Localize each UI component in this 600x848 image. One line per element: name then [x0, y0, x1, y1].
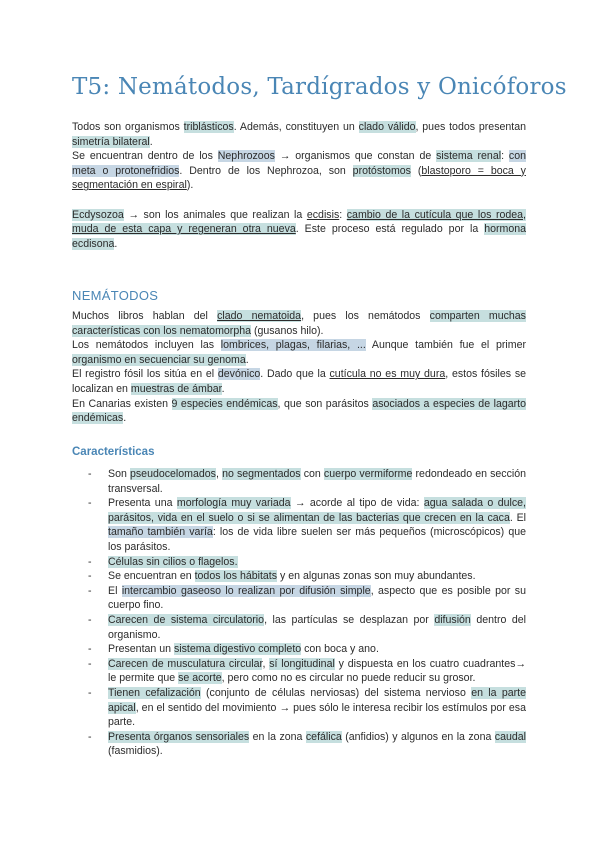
- highlight: triblásticos: [183, 121, 234, 133]
- text: redondeado en sección transversal.: [108, 468, 527, 495]
- text: .: [114, 237, 118, 250]
- text: : los de vida libre suelen ser más pequeños (microscópicos) que los parásitos.: [108, 526, 527, 553]
- nematodos-paragraph-4: [72, 397, 526, 426]
- text: → son los animales que realizan la: [123, 208, 307, 221]
- text: Son: [108, 468, 130, 480]
- highlight: cambio de la cutícula que los rodea, muda de esta capa y regeneran otra nueva: [72, 208, 526, 236]
- highlight: lombrices, plagas, filarias, ...: [220, 339, 366, 352]
- highlight: Nephrozoos: [217, 150, 275, 163]
- highlight: en la parte apical: [108, 686, 527, 714]
- dash-bullet: -: [88, 584, 92, 597]
- text: .: [123, 412, 127, 425]
- list-item: [88, 555, 526, 570]
- text: (fasmidios).: [108, 745, 163, 758]
- highlight: sí longitudinal: [269, 657, 335, 670]
- highlight: asociados a especies de lagarto endémicas: [72, 397, 527, 425]
- text: con: [300, 468, 324, 480]
- text: Presenta una: [108, 497, 177, 510]
- text: dentro del organismo.: [108, 613, 527, 641]
- highlight: cefálica: [305, 730, 342, 743]
- underlined-text: blastoporo = boca y segmentación en espiral: [72, 164, 526, 192]
- text: Presentan un: [108, 643, 174, 656]
- underlined-text: ecdisis: [306, 208, 340, 221]
- text: .: [221, 382, 225, 395]
- dash-bullet: -: [88, 555, 92, 568]
- list-item: [88, 730, 526, 759]
- dash-bullet: -: [88, 657, 92, 670]
- highlight: simetría bilateral: [72, 135, 150, 148]
- list-item: [88, 642, 526, 657]
- subsection-heading-caracteristicas: Características: [72, 446, 155, 458]
- intro-paragraph-2: [72, 149, 526, 193]
- text: Aunque también fue el primer: [365, 339, 526, 352]
- highlight: Carecen de sistema circulatorio: [108, 613, 265, 626]
- highlight: clado nematoida: [217, 310, 302, 322]
- text: Se encuentran dentro de los: [72, 150, 218, 163]
- highlight: Carecen de musculatura circular: [108, 657, 263, 670]
- nematodos-block: [72, 309, 526, 426]
- text: , pues todos presentan: [415, 121, 526, 133]
- highlight: 9 especies endémicas: [171, 397, 278, 410]
- highlight: devónico: [217, 368, 261, 381]
- list-item: [88, 686, 526, 730]
- text: (conjunto de células nerviosas) del sistema nervioso: [200, 686, 472, 699]
- text: (anfidios) y algunos en la zona: [341, 730, 495, 743]
- text: , que son parásitos: [277, 397, 373, 410]
- highlight: caudal: [494, 730, 527, 743]
- text: , en el sentido del movimiento → pues sólo le interesa recibir los estímulos por esa parte.: [108, 701, 526, 729]
- dash-bullet: -: [88, 730, 92, 743]
- dash-bullet: -: [88, 570, 92, 583]
- text: , estos fósiles se localizan en: [72, 368, 527, 395]
- highlight: Ecdysozoa: [72, 208, 124, 221]
- highlight: todos los hábitats: [194, 570, 278, 583]
- highlight: Tienen cefalización: [108, 686, 201, 699]
- text: ,: [262, 657, 270, 670]
- highlight: Células sin cilios o flagelos.: [108, 555, 238, 568]
- highlight: intercambio gaseoso lo realizan por difusión simple: [121, 584, 371, 597]
- highlight: agua salada o dulce, parásitos, vida en el suelo o si se alimentan de las bacterias que crecen en la caca: [108, 497, 526, 524]
- underlined-text: cutícula no es muy dura: [329, 368, 446, 381]
- highlight: muestras de ámbar: [130, 382, 222, 395]
- highlight: sistema renal: [436, 150, 502, 163]
- list-item: [88, 467, 526, 496]
- text: .: [149, 135, 153, 148]
- text: → acorde al tipo de vida:: [290, 497, 424, 510]
- section-heading-nematodos: NEMÁTODOS: [72, 288, 159, 303]
- dash-bullet: -: [88, 468, 92, 480]
- list-item: [88, 657, 526, 686]
- intro-paragraph-1: [72, 120, 526, 149]
- highlight: clado válido: [358, 121, 416, 133]
- text: ,: [215, 468, 223, 480]
- text: :: [339, 208, 347, 221]
- caracteristicas-list: [88, 467, 526, 759]
- text: . Dentro de los Nephrozoa, son: [179, 164, 353, 177]
- highlight: organismo en secuenciar su genoma: [72, 353, 246, 366]
- text: . Además, constituyen un: [233, 121, 359, 133]
- highlight: sistema digestivo completo: [173, 643, 302, 656]
- text: :: [501, 150, 509, 163]
- list-item: [88, 496, 526, 554]
- text: . El: [509, 511, 526, 524]
- intro-paragraph-3: [72, 208, 526, 252]
- text: , aspecto que es posible por su cuerpo fino.: [108, 584, 526, 612]
- dash-bullet: -: [88, 686, 92, 699]
- highlight: difusión: [434, 613, 471, 626]
- highlight: con meta o protonefridios: [72, 150, 527, 177]
- text: Los nemátodos incluyen las: [72, 339, 221, 352]
- text: Todos son organismos: [72, 121, 184, 133]
- page-title: T5: Nemátodos, Tardígrados y Onicóforos: [72, 74, 567, 100]
- highlight: tamaño también varía: [108, 526, 213, 539]
- highlight: cuerpo vermiforme: [323, 468, 413, 480]
- dash-bullet: -: [88, 613, 92, 626]
- text: → organismos que constan de: [274, 150, 437, 163]
- intro-block: [72, 120, 526, 251]
- highlight: no segmentados: [222, 468, 301, 480]
- text: (: [410, 164, 422, 177]
- dash-bullet: -: [88, 497, 92, 510]
- text: , pues los nemátodos: [301, 310, 430, 322]
- text: Se encuentran en: [108, 570, 195, 583]
- list-item: [88, 584, 526, 613]
- text: El registro fósil los sitúa en el: [72, 368, 218, 381]
- text: En Canarias existen: [72, 397, 172, 410]
- text: ).: [186, 179, 194, 192]
- text: (gusanos hilo).: [251, 324, 324, 337]
- text: .: [245, 353, 249, 366]
- highlight: protóstomos: [352, 164, 411, 177]
- text: , las partículas se desplazan por: [264, 613, 435, 626]
- text: y en algunas zonas son muy abundantes.: [277, 570, 476, 583]
- nematodos-paragraph-2: [72, 338, 526, 367]
- text: , pero como no es circular no puede reducir su grosor.: [221, 672, 476, 685]
- text: Muchos libros hablan del: [72, 310, 218, 322]
- text: y dispuesta en los cuatro cuadrantes→ le permite que: [108, 657, 526, 685]
- text: . Dado que la: [260, 368, 330, 381]
- list-item: [88, 613, 526, 642]
- highlight: se acorte: [178, 672, 222, 685]
- text: con boca y ano.: [301, 643, 379, 656]
- dash-bullet: -: [88, 643, 92, 656]
- text: en la zona: [249, 730, 306, 743]
- highlight: morfología muy variada: [176, 497, 291, 510]
- text: El: [108, 584, 122, 597]
- highlight: comparten muchas características con los nematomorpha: [72, 310, 526, 337]
- highlight: hormona ecdisona: [72, 223, 526, 250]
- text: . Este proceso está regulado por la: [295, 223, 485, 236]
- highlight: pseudocelomados: [129, 468, 216, 480]
- nematodos-paragraph-3: [72, 367, 526, 396]
- list-item: [88, 569, 526, 584]
- nematodos-paragraph-1: [72, 309, 526, 338]
- highlight: Presenta órganos sensoriales: [108, 730, 250, 743]
